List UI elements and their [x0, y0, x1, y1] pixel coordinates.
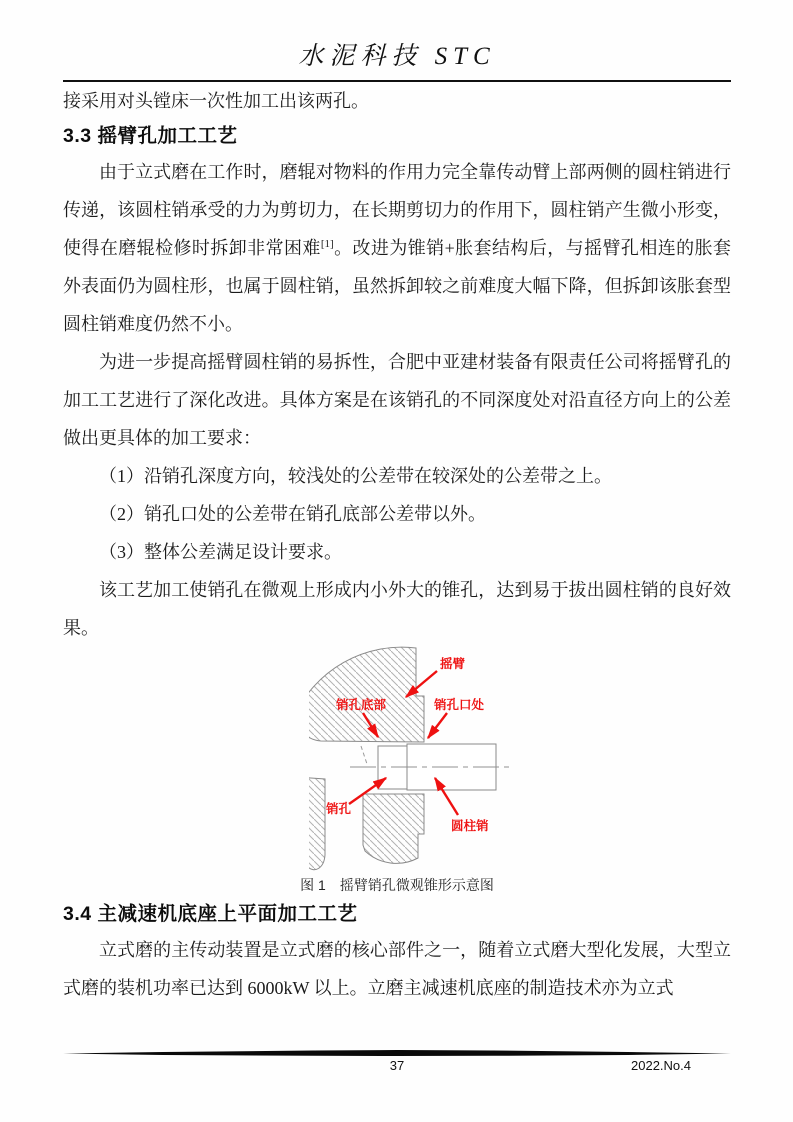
issue-label: 2022.No.4	[631, 1058, 691, 1073]
label-pin-hole: 销孔	[326, 802, 352, 816]
pin-hole-mouth-arrow	[428, 713, 447, 738]
paragraph-1-text-after-citation: 。改进为锥销+胀套结构后，与摇臂孔相连的胀套外表面仍为圆柱形，也属于圆柱销，虽然拆卸较之前难度大幅下降，但拆卸该胀套型圆柱销难度仍然不小。	[63, 238, 731, 334]
break-edge-dashed-line	[361, 746, 367, 764]
list-item-2: （2）销孔口处的公差带在销孔底部公差带以外。	[99, 504, 486, 524]
paragraph-3: 该工艺加工使销孔在微观上形成内小外大的锥孔，达到易于拔出圆柱销的良好效果。	[63, 580, 731, 638]
footer-rule	[63, 1049, 731, 1057]
label-pin-hole-bottom: 销孔底部	[336, 698, 387, 712]
page-content	[63, 36, 731, 1007]
label-rocker-arm: 摇臂	[440, 657, 466, 671]
page-footer	[63, 1049, 731, 1073]
journal-title: 水泥科技 STC	[298, 43, 496, 70]
paragraph-4: 立式磨的主传动装置是立式磨的核心部件之一，随着立式磨大型化发展，大型立式磨的装机功率已达到 6000kW 以上。立磨主减速机底座的制造技术亦为立式	[63, 940, 731, 998]
rocker-arm-left-strip-shape	[309, 777, 325, 870]
figure-1	[63, 639, 731, 872]
rocker-arm-upper-body-shape	[309, 647, 424, 742]
list-item-1: （1）沿销孔深度方向，较浅处的公差带在较深处的公差带之上。	[99, 466, 612, 486]
paragraph-1	[63, 153, 731, 343]
citation-marker: [1]	[320, 238, 334, 250]
page-number: 37	[389, 1058, 405, 1073]
requirement-list	[63, 457, 731, 571]
figure-caption: 图 1 摇臂销孔微观锥形示意图	[300, 877, 494, 893]
rocker-arm-lower-body-shape	[363, 794, 424, 863]
list-item-3: （3）整体公差满足设计要求。	[99, 542, 342, 562]
section-heading-3-3: 3.3 摇臂孔加工工艺	[63, 125, 238, 147]
label-pin-hole-mouth: 销孔口处	[434, 698, 485, 712]
rocker-arm-section-drawing	[309, 639, 519, 872]
label-cylindrical-pin: 圆柱销	[451, 819, 489, 833]
section-heading-3-4: 3.4 主减速机底座上平面加工工艺	[63, 903, 358, 925]
paragraph-1-text: 由于立式磨在工作时，磨辊对物料的作用力完全靠传动臂上部两侧的圆柱销进行传递，该圆柱销承受的力为剪切力，在长期剪切力的作用下，圆柱销产生微小形变，使得在磨辊检修时拆卸非常困难	[63, 162, 731, 258]
continued-paragraph-line: 接采用对头镗床一次性加工出该两孔。	[63, 91, 369, 111]
paragraph-2: 为进一步提高摇臂圆柱销的易拆性，合肥中亚建材装备有限责任公司将摇臂孔的加工工艺进行了深化改进。具体方案是在该销孔的不同深度处对沿直径方向上的公差做出更具体的加工要求：	[63, 352, 731, 448]
